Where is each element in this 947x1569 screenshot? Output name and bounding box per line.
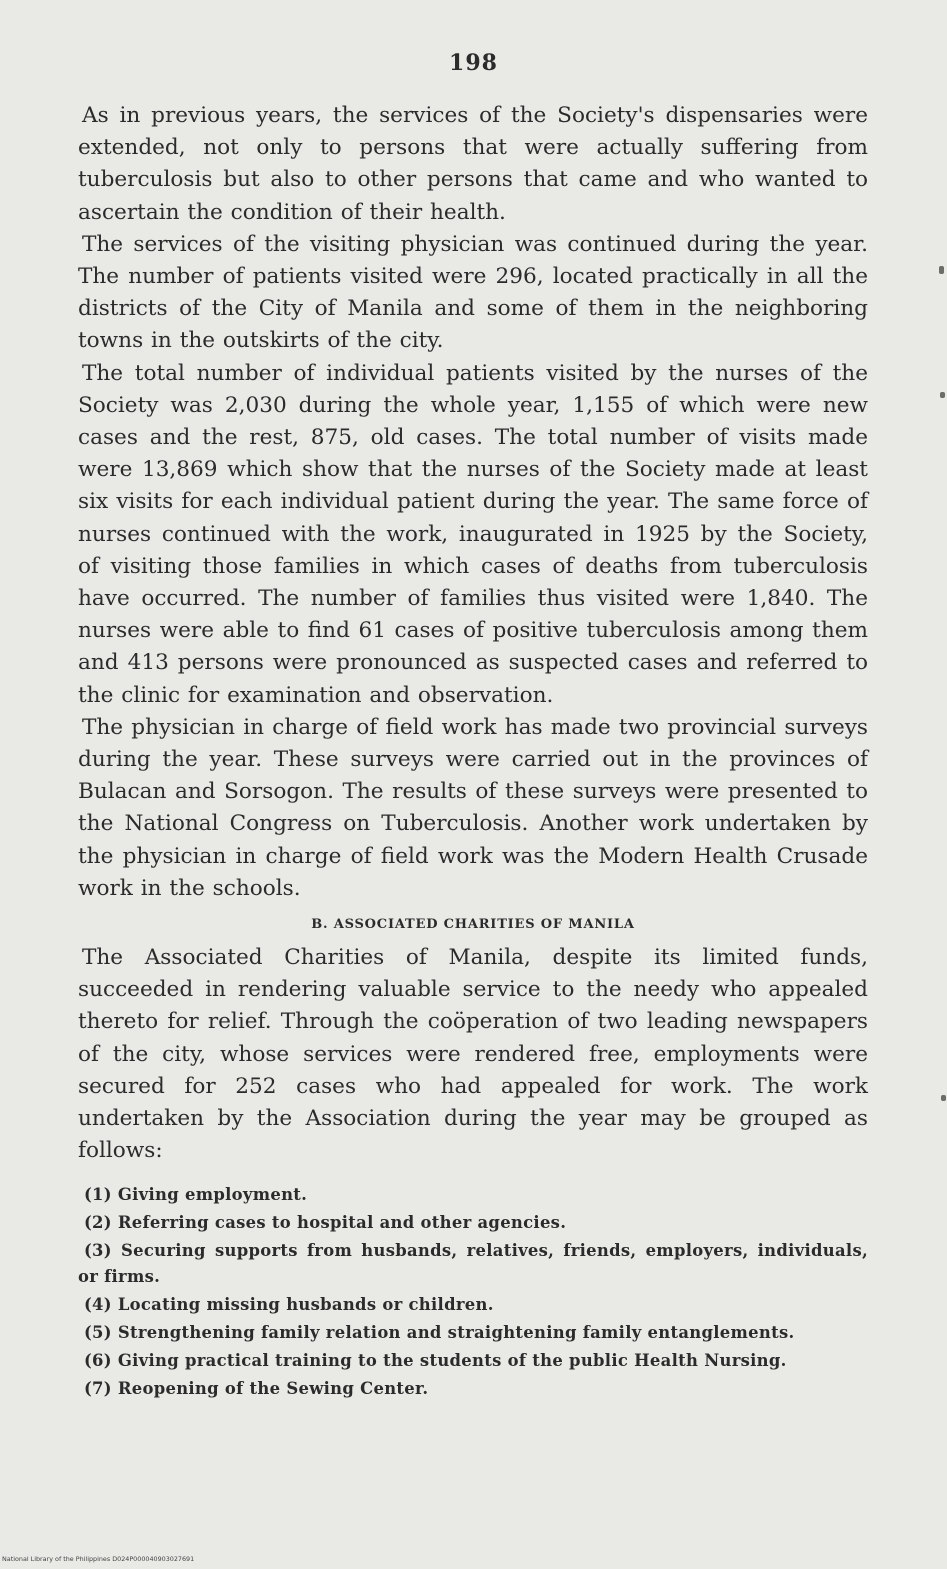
scan-speck (941, 1095, 946, 1101)
scan-speck (940, 392, 945, 398)
paragraph-associated-charities: The Associated Charities of Manila, despite its limited funds, succeeded in rendering valuable service to the needy who appealed thereto for relief. Through the coöperation of two leading newspapers of the city, whose services were rendered free, employments were secured for 252 cases who had appealed for work. The work undertaken by the Association during the year may be grouped as follows: (78, 945, 868, 1164)
paragraph-visiting-physician: The services of the visiting physician was continued during the year. The number of patients visited were 296, located practically in all the districts of the City of Manila and some of them in the neighboring towns in the outskirts of the city. (78, 231, 868, 354)
page-content (78, 100, 868, 1404)
work-list (78, 1182, 868, 1402)
section-heading: B. ASSOCIATED CHARITIES OF MANILA (311, 917, 635, 933)
list-item: (4) Locating missing husbands or children. (84, 1294, 494, 1314)
list-item: (7) Reopening of the Sewing Center. (84, 1378, 429, 1398)
list-item: (5) Strengthening family relation and straightening family entanglements. (84, 1322, 795, 1342)
paragraph-dispensaries: As in previous years, the services of the Society's dispensaries were extended, not only to persons that were actually suffering from tuberculosis but also to other persons that came and who wanted to ascertain the condition of their health. (78, 103, 868, 225)
list-item: (1) Giving employment. (84, 1184, 308, 1204)
list-item: (6) Giving practical training to the students of the public Health Nursing. (84, 1350, 787, 1370)
list-item: (2) Referring cases to hospital and other agencies. (84, 1212, 567, 1232)
page-number: 198 (449, 50, 498, 76)
paragraph-field-work: The physician in charge of field work has made two provincial surveys during the year. These surveys were carried out in the provinces of Bulacan and Sorsogon. The results of these surveys were presented to the National Congress on Tuberculosis. Another work undertaken by the physician in charge of field work was the Modern Health Crusade work in the schools. (78, 714, 868, 901)
list-item: (3) Securing supports from husbands, relatives, friends, employers, individuals, or firms. (78, 1240, 868, 1286)
scan-footer: National Library of the Philippines D024P000040903027691 (2, 1555, 195, 1563)
scan-speck (939, 266, 944, 274)
paragraph-nurses-visits: The total number of individual patients visited by the nurses of the Society was 2,030 during the whole year, 1,155 of which were new cases and the rest, 875, old cases. The total number of visits made were 13,869 which show that the nurses of the Society made at least six visits for each individual patient during the year. The same force of nurses continued with the work, inaugurated in 1925 by the Society, of visiting those families in which cases of deaths from tuberculosis have occurred. The number of families thus visited were 1,840. The nurses were able to find 61 cases of positive tuberculosis among them and 413 persons were pronounced as suspected cases and referred to the clinic for examination and observation. (78, 360, 868, 708)
